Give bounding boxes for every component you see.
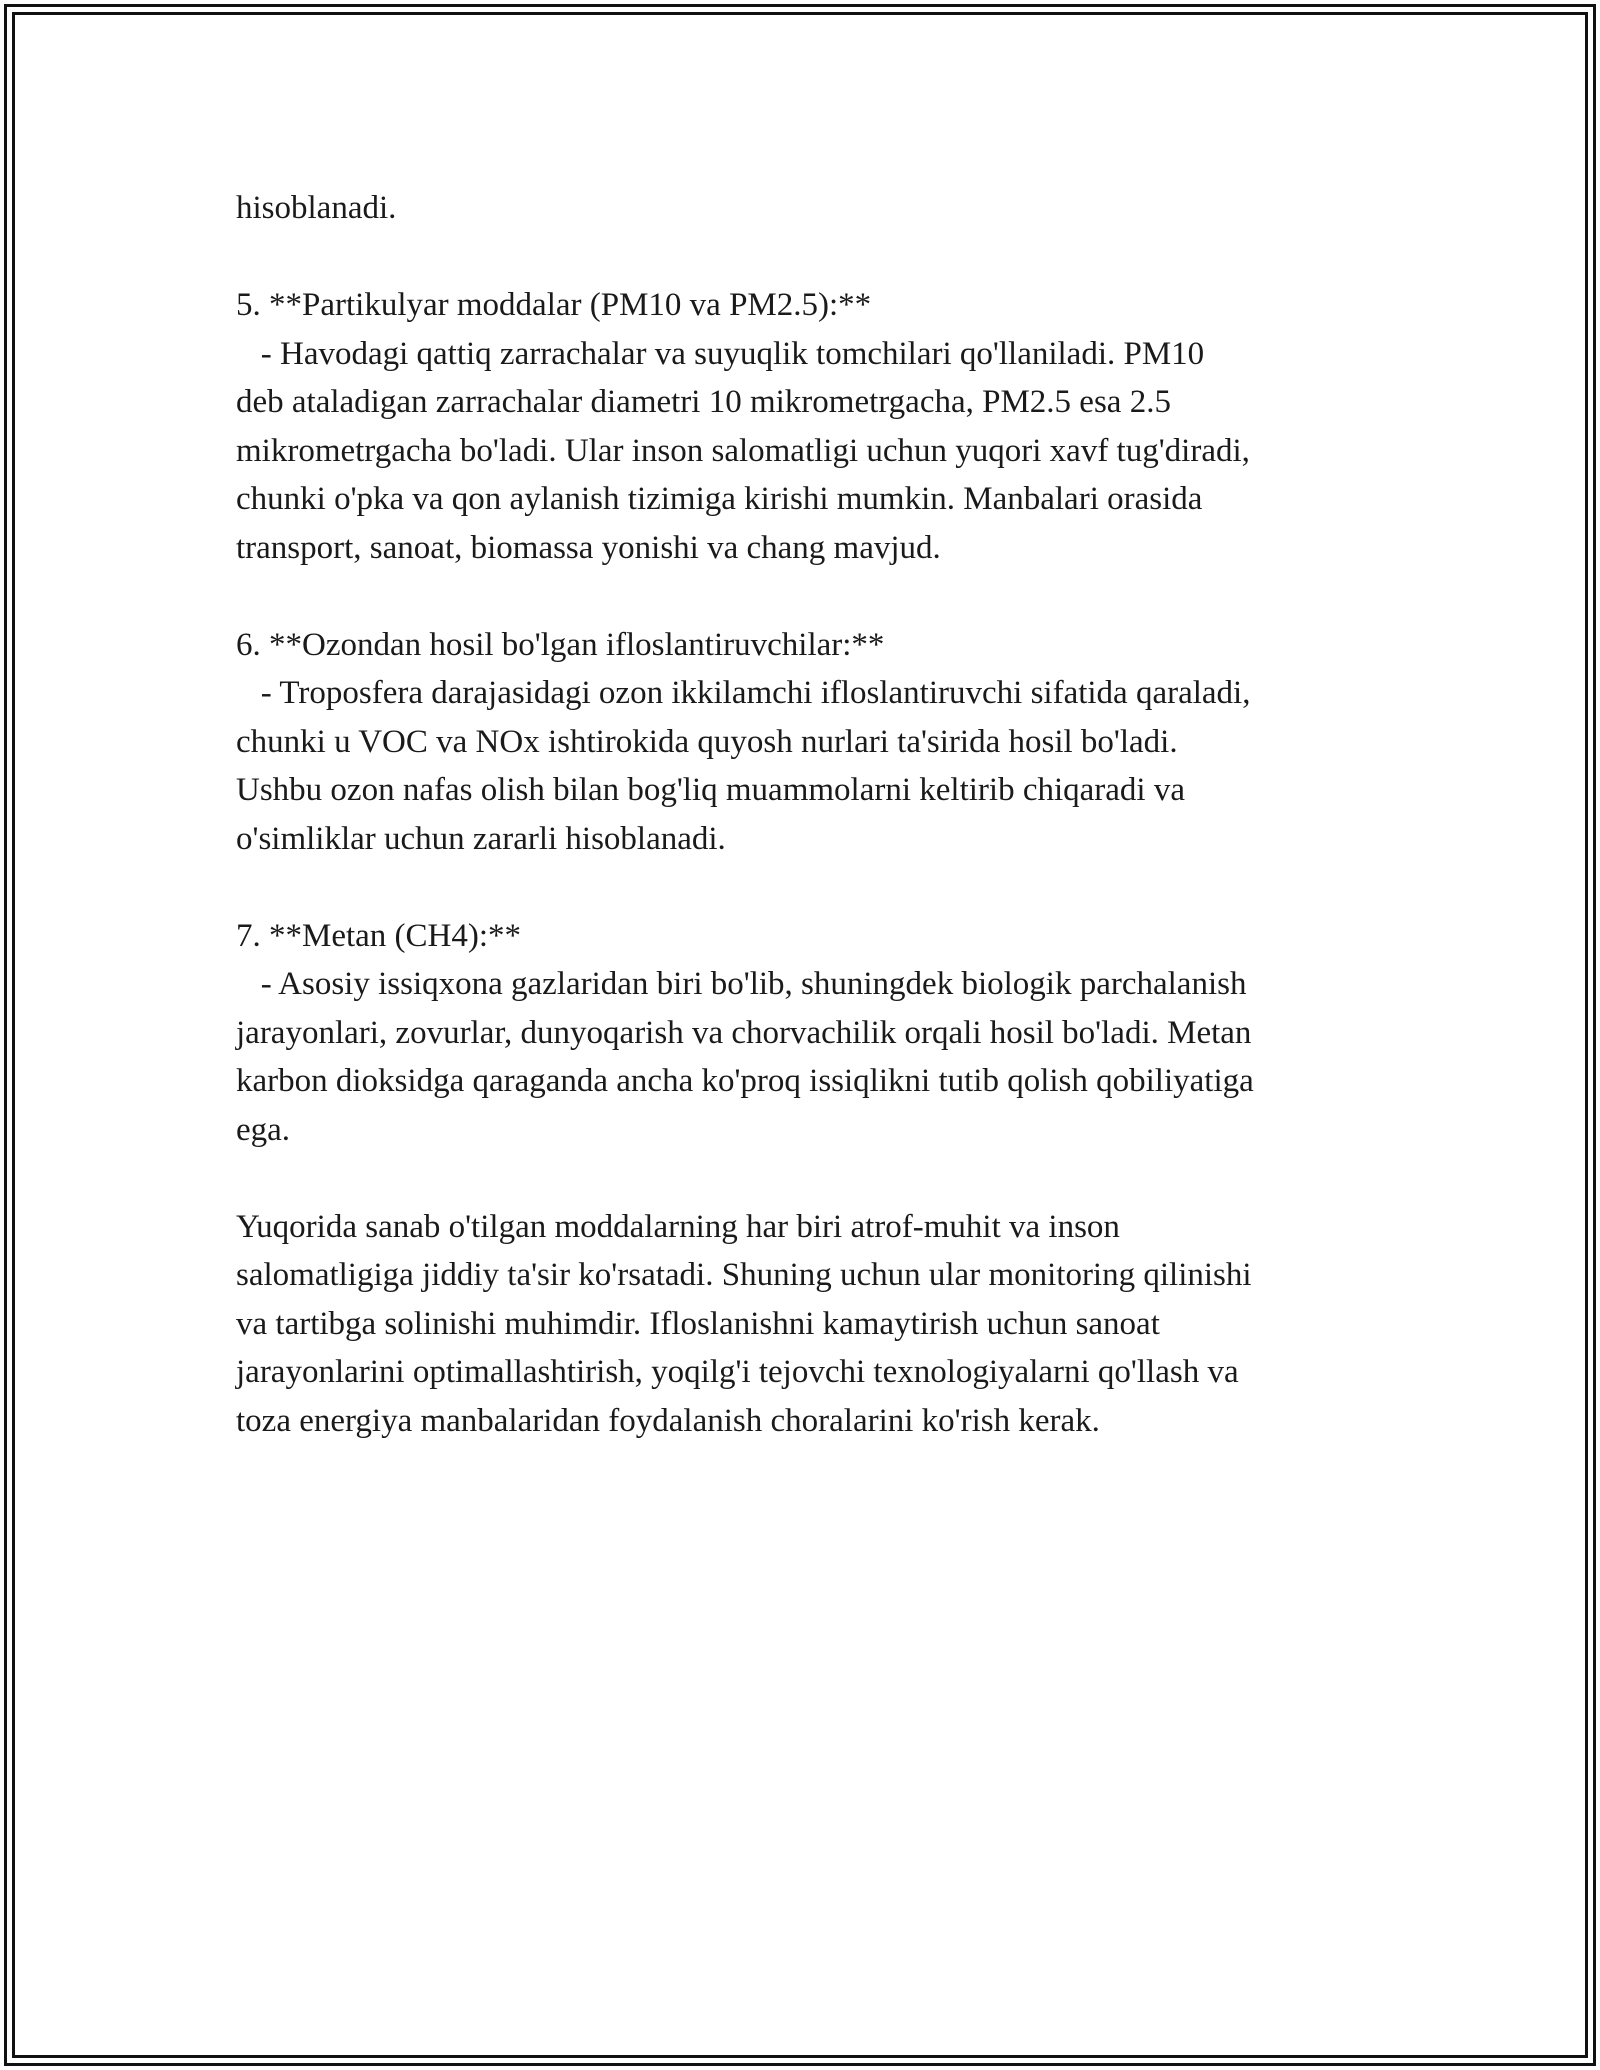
conclusion-paragraph	[236, 1203, 1386, 1446]
text-line: Yuqorida sanab o'tilgan moddalarning har biri atrof-muhit va inson	[236, 1208, 1120, 1245]
text-line: chunki o'pka va qon aylanish tizimiga kirishi mumkin. Manbalari orasida	[236, 481, 1203, 517]
paragraph-gap	[236, 572, 1386, 621]
list-item-5	[236, 281, 1386, 572]
text-line: karbon dioksidga qaraganda ancha ko'proq issiqlikni tutib qolish qobiliyatiga	[236, 1063, 1254, 1099]
text-line: salomatligiga jiddiy ta'sir ko'rsatadi. Shuning uchun ular monitoring qilinishi	[236, 1257, 1252, 1293]
text-line: jarayonlarini optimallashtirish, yoqilg'i tejovchi texnologiyalarni qo'llash va	[236, 1354, 1239, 1390]
text-line: - Asosiy issiqxona gazlaridan biri bo'lib, shuningdek biologik parchalanish	[236, 966, 1247, 1002]
document-body	[236, 184, 1386, 1445]
paragraph-gap	[236, 1154, 1386, 1203]
text-line: - Troposfera darajasidagi ozon ikkilamchi ifloslantiruvchi sifatida qaraladi,	[236, 675, 1251, 711]
text-line: - Havodagi qattiq zarrachalar va suyuqlik tomchilari qo'llaniladi. PM10	[236, 335, 1205, 372]
text-line: transport, sanoat, biomassa yonishi va chang mavjud.	[236, 529, 941, 566]
continuation-paragraph	[236, 184, 1386, 233]
paragraph-gap	[236, 863, 1386, 912]
text-line: va tartibga solinishi muhimdir. Ifloslanishni kamaytirish uchun sanoat	[236, 1305, 1160, 1342]
text-line: hisoblanadi.	[236, 190, 397, 226]
list-item-7	[236, 912, 1386, 1155]
list-item-heading: 7. **Metan (CH4):**	[236, 917, 522, 954]
list-item-heading: 6. **Ozondan hosil bo'lgan ifloslantiruvchilar:**	[236, 626, 885, 663]
text-line: jarayonlari, zovurlar, dunyoqarish va chorvachilik orqali hosil bo'ladi. Metan	[236, 1014, 1252, 1051]
text-line: toza energiya manbalaridan foydalanish choralarini ko'rish kerak.	[236, 1402, 1100, 1439]
text-line: Ushbu ozon nafas olish bilan bog'liq muammolarni keltirib chiqaradi va	[236, 772, 1185, 808]
text-line: mikrometrgacha bo'ladi. Ular inson salomatligi uchun yuqori xavf tug'diradi,	[236, 432, 1250, 469]
text-line: deb ataladigan zarrachalar diametri 10 mikrometrgacha, PM2.5 esa 2.5	[236, 384, 1171, 420]
text-line: ega.	[236, 1111, 291, 1148]
text-line: o'simliklar uchun zararli hisoblanadi.	[236, 820, 726, 857]
text-line: chunki u VOC va NOx ishtirokida quyosh nurlari ta'sirida hosil bo'ladi.	[236, 723, 1178, 760]
list-item-6	[236, 621, 1386, 864]
paragraph-gap	[236, 233, 1386, 282]
list-item-heading: 5. **Partikulyar moddalar (PM10 va PM2.5):**	[236, 287, 872, 323]
